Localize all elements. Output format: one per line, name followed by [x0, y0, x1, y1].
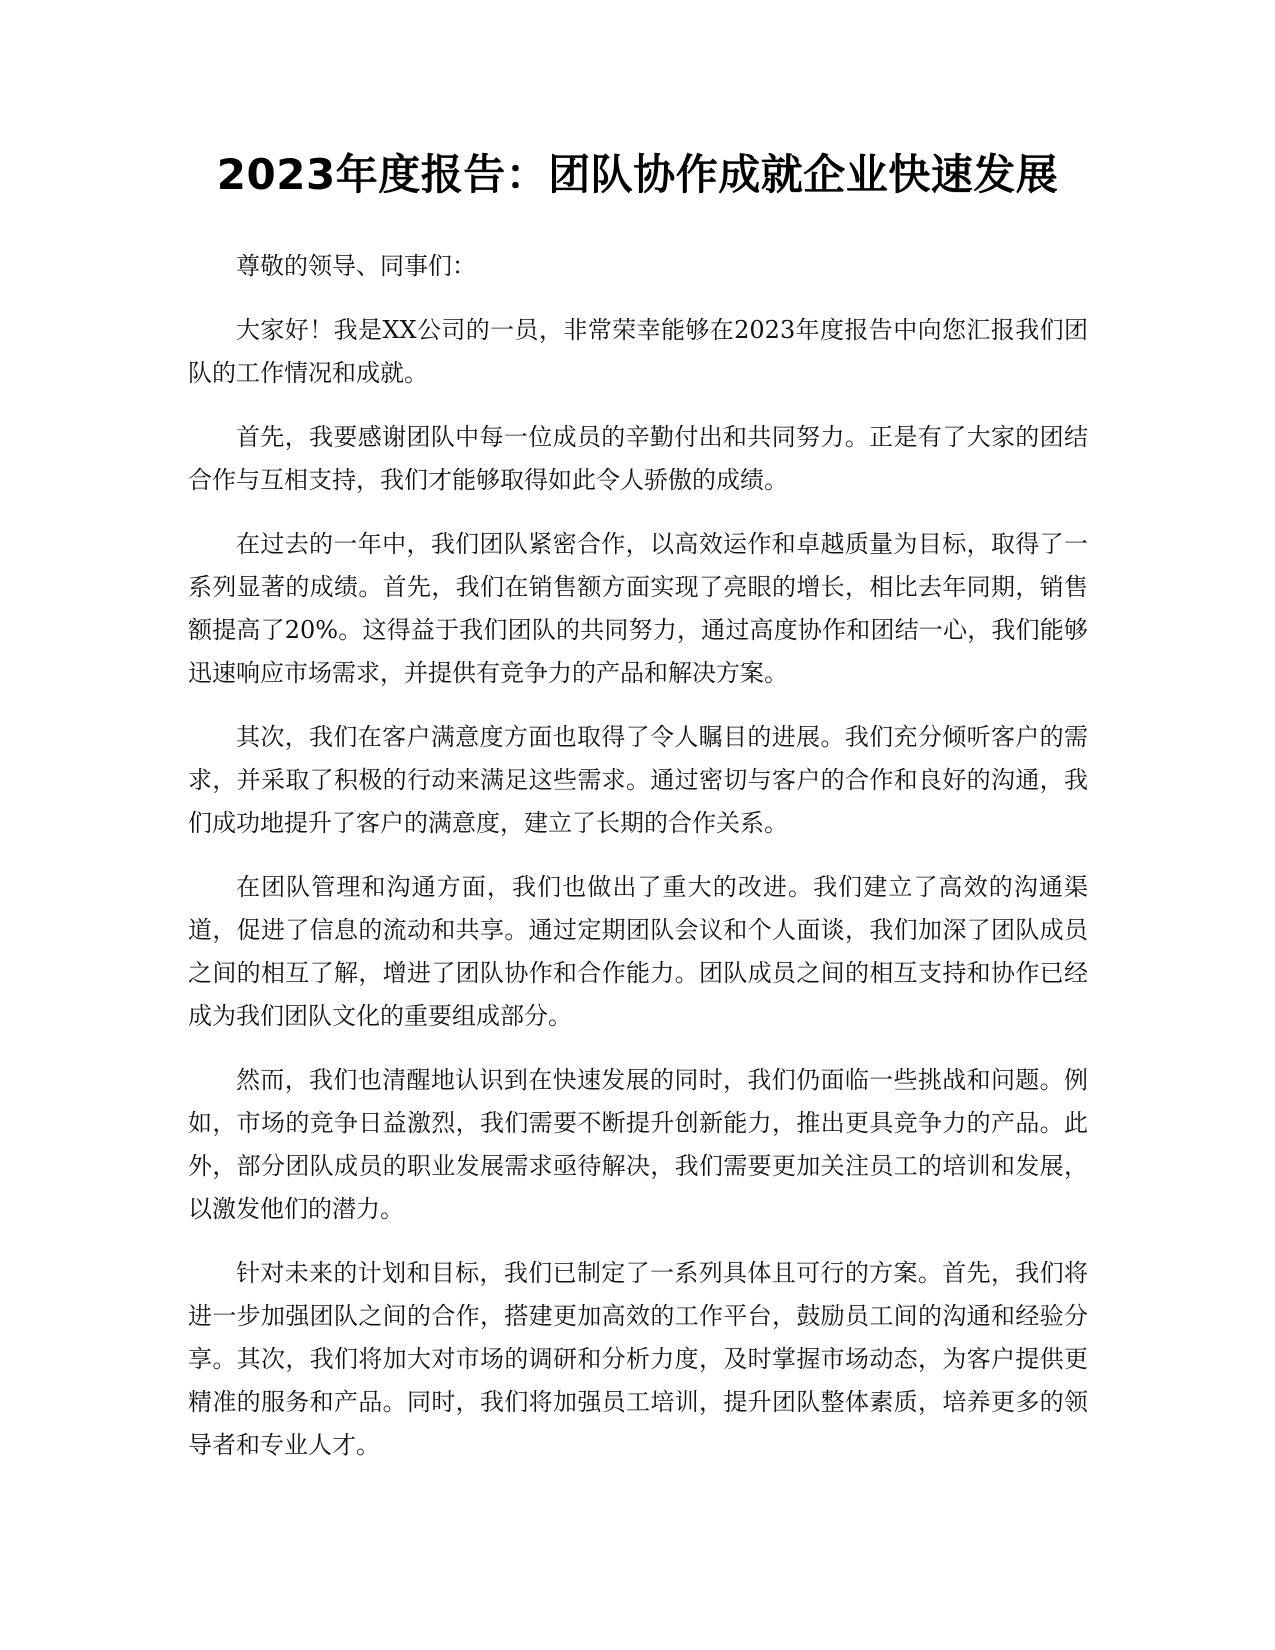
- paragraph-sales-achievement: 在过去的一年中，我们团队紧密合作，以高效运作和卓越质量为目标，取得了一系列显著的成绩。首先，我们在销售额方面实现了亮眼的增长，相比去年同期，销售额提高了20%。这得益于我们团队的共同努力，通过高度协作和团结一心，我们能够迅速响应市场需求，并提供有竞争力的产品和解决方案。: [188, 530, 1088, 687]
- paragraph-future-plans: 针对未来的计划和目标，我们已制定了一系列具体且可行的方案。首先，我们将进一步加强团队之间的合作，搭建更加高效的工作平台，鼓励员工间的沟通和经验分享。其次，我们将加大对市场的调研和分析力度，及时掌握市场动态，为客户提供更精准的服务和产品。同时，我们将加强员工培训，提升团队整体素质，培养更多的领导者和专业人才。: [188, 1259, 1088, 1459]
- paragraph-thanks: 首先，我要感谢团队中每一位成员的辛勤付出和共同努力。正是有了大家的团结合作与互相支持，我们才能够取得如此令人骄傲的成绩。: [188, 423, 1088, 494]
- paragraph-salutation: 尊敬的领导、同事们：: [236, 252, 476, 280]
- document-title: 2023年度报告：团队协作成就企业快速发展: [216, 150, 1059, 199]
- paragraph-customer-satisfaction: 其次，我们在客户满意度方面也取得了令人瞩目的进展。我们充分倾听客户的需求，并采取了积极的行动来满足这些需求。通过密切与客户的合作和良好的沟通，我们成功地提升了客户的满意度，建立了长期的合作关系。: [188, 723, 1088, 837]
- paragraph-team-management: 在团队管理和沟通方面，我们也做出了重大的改进。我们建立了高效的沟通渠道，促进了信息的流动和共享。通过定期团队会议和个人面谈，我们加深了团队成员之间的相互了解，增进了团队协作和合作能力。团队成员之间的相互支持和协作已经成为我们团队文化的重要组成部分。: [188, 873, 1088, 1030]
- document-body: [188, 245, 1088, 1488]
- paragraph-greeting: 大家好！我是XX公司的一员，非常荣幸能够在2023年度报告中向您汇报我们团队的工作情况和成就。: [188, 316, 1088, 387]
- paragraph-challenges: 然而，我们也清醒地认识到在快速发展的同时，我们仍面临一些挑战和问题。例如，市场的竞争日益激烈，我们需要不断提升创新能力，推出更具竞争力的产品。此外，部分团队成员的职业发展需求亟待解决，我们需要更加关注员工的培训和发展，以激发他们的潜力。: [188, 1066, 1088, 1223]
